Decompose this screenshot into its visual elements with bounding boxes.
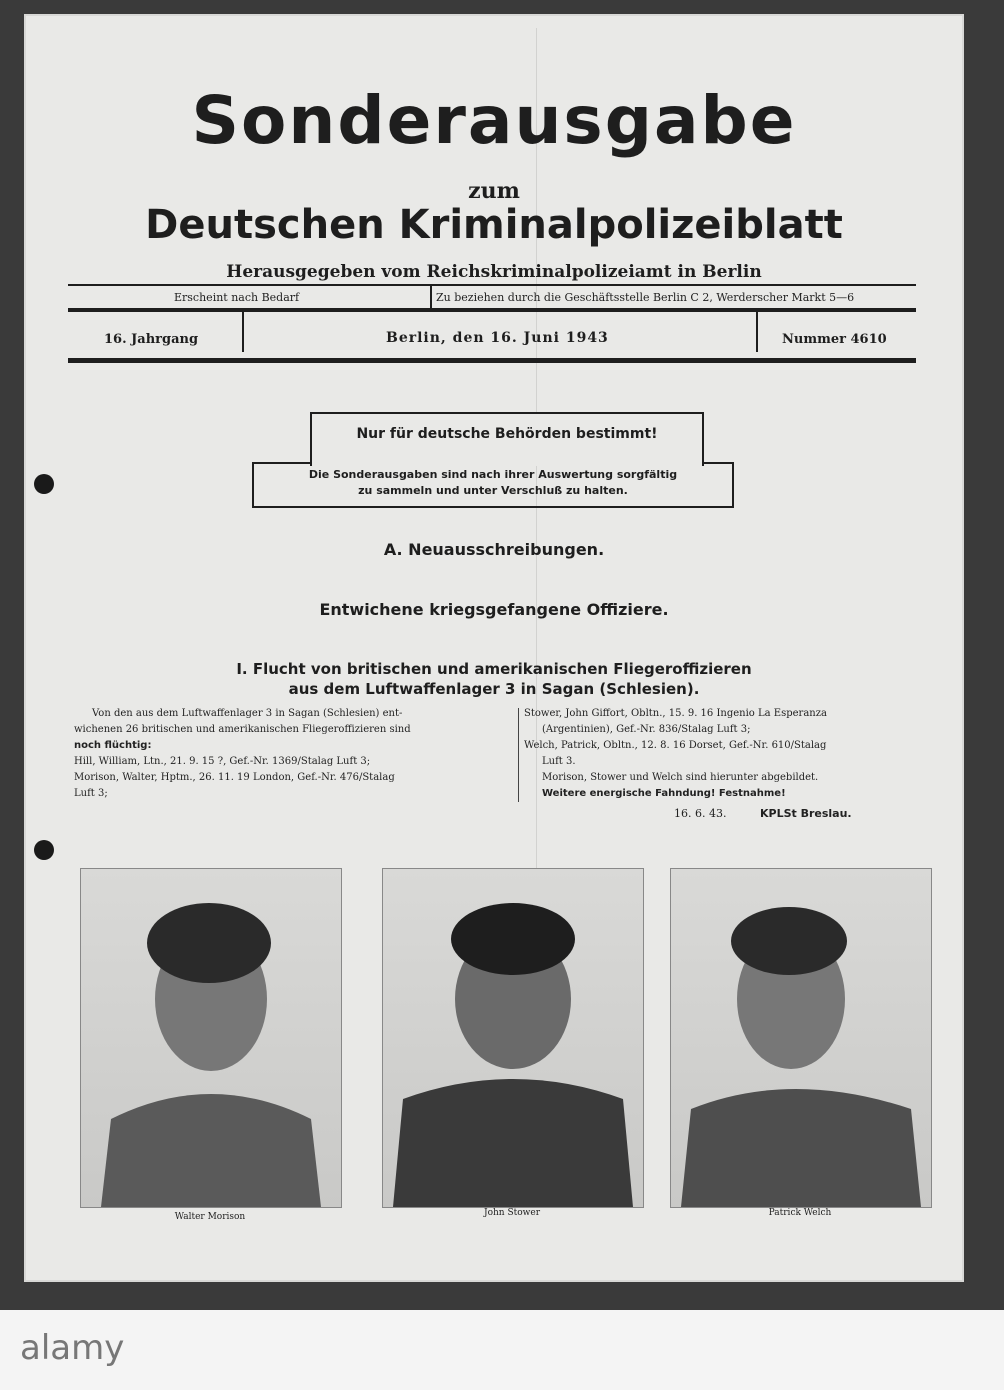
publisher-line: Herausgegeben vom Reichskriminalpolizeiamt in Berlin xyxy=(226,262,762,282)
left-line-4: Hill, William, Ltn., 21. 9. 15 ?, Gef.-Nr. 1369/Stalag Luft 3; xyxy=(74,756,371,767)
hair-silhouette xyxy=(451,903,575,975)
notice-line-2: zu sammeln und unter Verschluß zu halten. xyxy=(358,484,628,497)
left-line-5: Morison, Walter, Hptm., 26. 11. 19 London, Gef.-Nr. 476/Stalag xyxy=(74,772,395,783)
caption-3: Patrick Welch xyxy=(768,1208,832,1218)
issue-number: Nummer 4610 xyxy=(782,332,887,347)
left-line-3: noch flüchtig: xyxy=(74,740,152,751)
uniform-silhouette xyxy=(681,1089,921,1207)
right-line-2: (Argentinien), Gef.-Nr. 836/Stalag Luft 3; xyxy=(542,724,751,735)
portrait-3-svg xyxy=(671,869,931,1207)
right-line-6-wrap xyxy=(524,786,944,802)
portrait-patrick-welch xyxy=(670,868,932,1208)
issue-year: 16. Jahrgang xyxy=(104,332,199,347)
masthead-zum: zum xyxy=(468,178,520,204)
section-c-line-1: I. Flucht von britischen und amerikanischen Fliegeroffizieren xyxy=(236,660,752,678)
notice-title: Nur für deutsche Behörden bestimmt! xyxy=(356,426,658,442)
portrait-walter-morison xyxy=(80,868,342,1208)
issue-divider-right xyxy=(756,312,758,352)
right-line-3: Welch, Patrick, Obltn., 12. 8. 16 Dorset, Gef.-Nr. 610/Stalag xyxy=(524,740,827,751)
section-a: A. Neuausschreibungen. xyxy=(383,540,605,559)
section-b: Entwichene kriegsgefangene Offiziere. xyxy=(319,600,669,619)
masthead-subtitle: Deutschen Kriminalpolizeiblatt xyxy=(145,202,843,248)
portrait-john-stower xyxy=(382,868,644,1208)
hair-silhouette xyxy=(731,907,847,975)
right-line-1: Stower, John Giffort, Obltn., 15. 9. 16 Ingenio La Esperanza xyxy=(524,708,827,719)
rule-bottom xyxy=(68,358,916,363)
left-line-2: wichenen 26 britischen und amerikanischen Fliegeroffizieren sind xyxy=(74,724,411,735)
caption-1: Walter Morison xyxy=(174,1212,246,1222)
right-line-6: Weitere energische Fahndung! Festnahme! xyxy=(542,788,786,799)
left-line-1: Von den aus dem Luftwaffenlager 3 in Sagan (Schlesien) ent- xyxy=(92,708,403,719)
rule-top xyxy=(68,284,916,286)
rule-mid xyxy=(68,308,916,312)
watermark-logo: alamy xyxy=(20,1328,125,1368)
column-divider xyxy=(518,708,519,802)
signoff xyxy=(524,806,944,822)
document-page xyxy=(24,14,964,1282)
right-line-5: Morison, Stower und Welch sind hierunter abgebildet. xyxy=(542,772,819,783)
uniform-silhouette xyxy=(101,1094,321,1207)
watermark-strip xyxy=(0,1310,1004,1390)
section-c-line-2: aus dem Luftwaffenlager 3 in Sagan (Schlesien). xyxy=(288,680,700,698)
hair-silhouette xyxy=(147,903,271,983)
punch-hole-top xyxy=(34,474,54,494)
left-line-3-wrap xyxy=(74,738,514,754)
caption-2: John Stower xyxy=(483,1208,540,1218)
jacket-silhouette xyxy=(393,1079,633,1207)
signoff-office: KPLSt Breslau. xyxy=(759,807,852,820)
notice-line-1: Die Sonderausgaben sind nach ihrer Auswertung sorgfältig xyxy=(308,468,678,481)
info-left: Erscheint nach Bedarf xyxy=(174,291,300,304)
info-divider xyxy=(430,286,432,308)
right-line-4: Luft 3. xyxy=(542,756,576,767)
right-column xyxy=(524,706,944,822)
left-line-6: Luft 3; xyxy=(74,788,108,799)
info-right: Zu beziehen durch die Geschäftsstelle Berlin C 2, Werderscher Markt 5—6 xyxy=(436,291,855,304)
signoff-date: 16. 6. 43. xyxy=(674,807,727,820)
masthead-title: Sonderausgabe xyxy=(191,82,797,159)
portrait-2-svg xyxy=(383,869,643,1207)
punch-hole-bottom xyxy=(34,840,54,860)
portrait-1-svg xyxy=(81,869,341,1207)
left-column xyxy=(74,706,514,802)
issue-date: Berlin, den 16. Juni 1943 xyxy=(386,330,609,346)
issue-divider-left xyxy=(242,312,244,352)
